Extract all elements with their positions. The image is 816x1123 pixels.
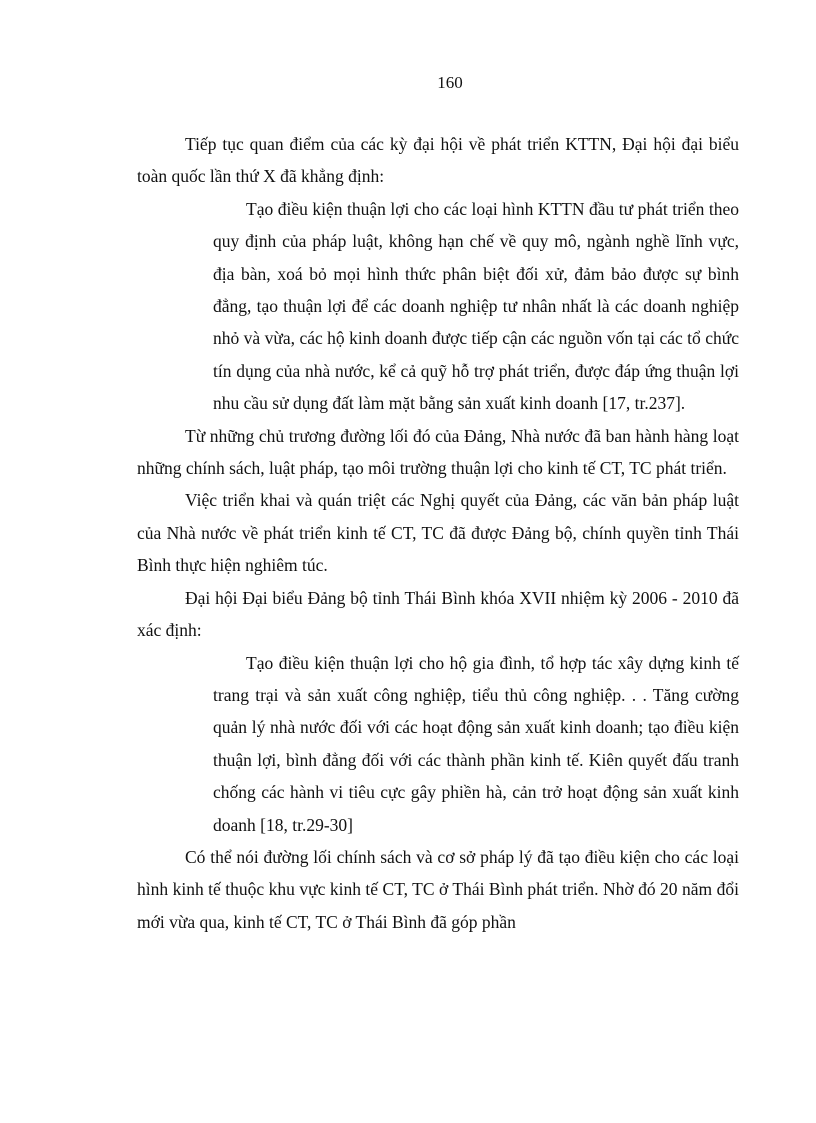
paragraph-policies: Từ những chủ trương đường lối đó của Đảng, Nhà nước đã ban hành hàng loạt những chính sách, luật pháp, tạo môi trường thuận lợi cho kinh tế CT, TC phát triển. [137,425,739,479]
paragraph-intro: Tiếp tục quan điểm của các kỳ đại hội về phát triển KTTN, Đại hội đại biểu toàn quốc lần thứ X đã khẳng định: [137,134,739,187]
document-body [137,128,739,938]
paragraph-conclusion: Có thể nói đường lối chính sách và cơ sở pháp lý đã tạo điều kiện cho các loại hình kinh tế thuộc khu vực kinh tế CT, TC ở Thái Bình phát triển. Nhờ đó 20 năm đổi mới vừa qua, kinh tế CT, TC ở Thái Bình đã góp phần [137,846,739,932]
paragraph-provincial-congress: Đại hội Đại biểu Đảng bộ tỉnh Thái Bình khóa XVII nhiệm kỳ 2006 - 2010 đã xác định: [137,587,739,641]
quote-congress-x: Tạo điều kiện thuận lợi cho các loại hình KTTN đầu tư phát triển theo quy định của pháp luật, không hạn chế về quy mô, ngành nghề lĩnh vực, địa bàn, xoá bỏ mọi hình thức phân biệt đối xử, đảm bảo được sự bình đẳng, tạo thuận lợi để các doanh nghiệp tư nhân nhất là các doanh nghiệp nhỏ và vừa, các hộ kinh doanh được tiếp cận các nguồn vốn tại các tổ chức tín dụng của nhà nước, kể cả quỹ hỗ trợ phát triển, được đáp ứng thuận lợi nhu cầu sử dụng đất làm mặt bằng sản xuất kinh doanh [17, tr.237]. [213,198,739,414]
paragraph-implementation: Việc triển khai và quán triệt các Nghị quyết của Đảng, các văn bản pháp luật của Nhà nước về phát triển kinh tế CT, TC đã được Đảng bộ, chính quyền tỉnh Thái Bình thực hiện nghiêm túc. [137,490,739,576]
page-number: 160 [437,73,463,92]
quote-provincial-congress: Tạo điều kiện thuận lợi cho hộ gia đình, tổ hợp tác xây dựng kinh tế trang trại và sản xuất công nghiệp, tiểu thủ công nghiệp. . . Tăng cường quản lý nhà nước đối với các hoạt động sản xuất kinh doanh; tạo điều kiện thuận lợi, bình đẳng đối với các thành phần kinh tế. Kiên quyết đấu tranh chống các hành vi tiêu cực gây phiền hà, cản trở hoạt động sản xuất kinh doanh [18, tr.29-30] [213,652,739,835]
